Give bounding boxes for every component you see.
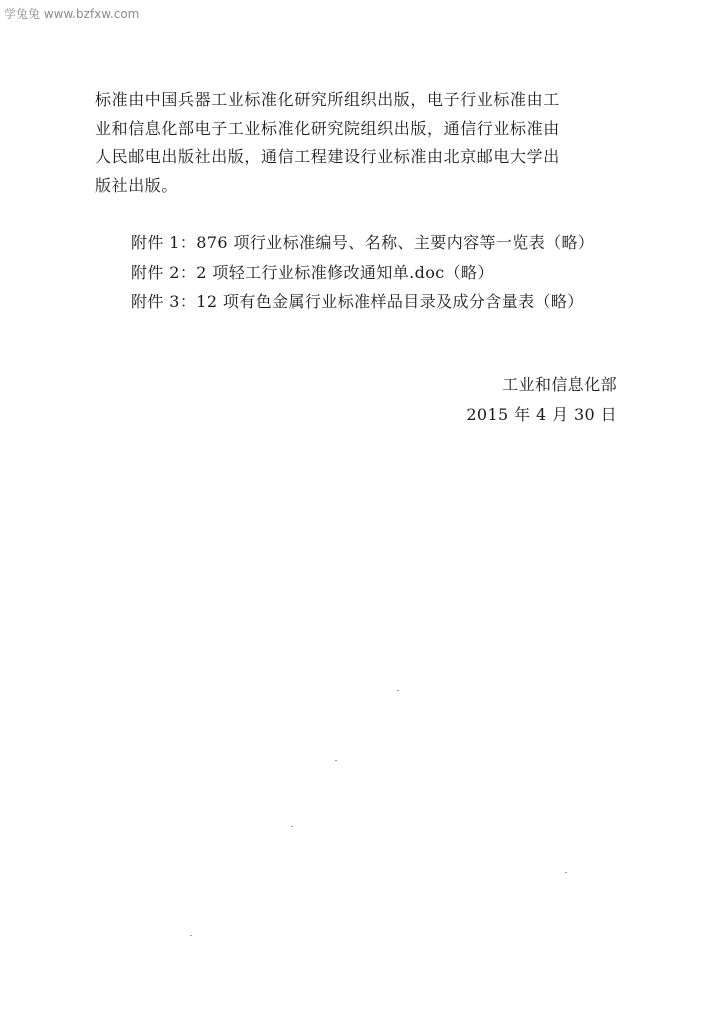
scan-speck (335, 760, 337, 761)
body-paragraph (95, 86, 617, 200)
scan-speck (190, 935, 192, 936)
watermark: 学兔兔 www.bzfxw.com (4, 7, 140, 21)
body-line: 标准由中国兵器工业标准化研究所组织出版，电子行业标准由工 (95, 90, 560, 109)
scan-speck (565, 872, 567, 873)
body-line: 版社出版。 (95, 175, 179, 195)
scan-speck (397, 690, 399, 691)
issue-date: 2015 年 4 月 30 日 (466, 404, 617, 424)
issuing-organization: 工业和信息化部 (502, 375, 617, 394)
scan-speck (291, 826, 293, 827)
signature-block (466, 370, 617, 429)
attachment-item-2: 附件 2：2 项轻工行业标准修改通知单.doc（略） (131, 262, 494, 282)
body-line: 业和信息化部电子工业标准化研究院组织出版，通信行业标准由 (95, 118, 560, 138)
body-line: 人民邮电出版社出版，通信工程建设行业标准由北京邮电大学出 (95, 147, 560, 166)
attachment-list (131, 228, 594, 317)
attachment-item-3: 附件 3：12 项有色金属行业标准样品目录及成分含量表（略） (131, 292, 584, 311)
attachment-item-1: 附件 1：876 项行业标准编号、名称、主要内容等一览表（略） (131, 233, 595, 252)
